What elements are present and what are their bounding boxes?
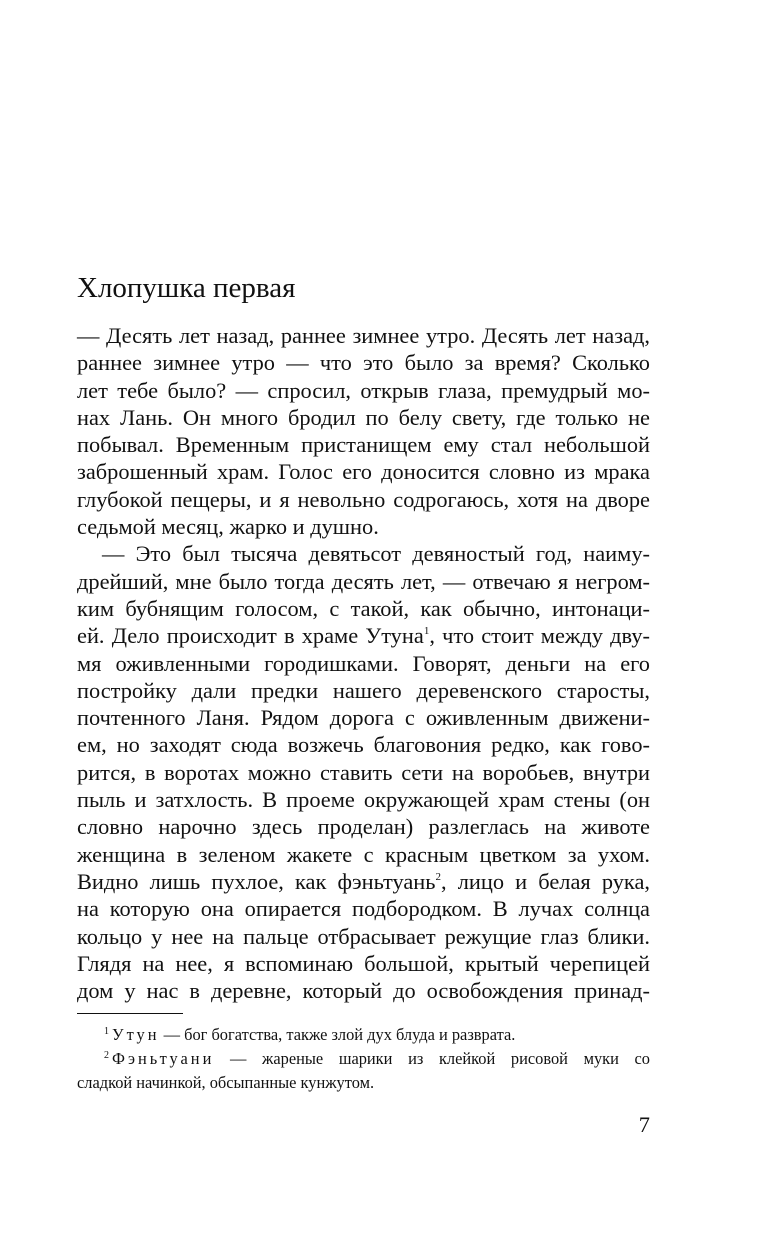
text-line: ким бубнящим голосом, с такой, как обычно, интонаци- (77, 595, 650, 621)
text-line: кольцо у нее на пальце отбрасывает режущие глаз блики. (77, 923, 650, 949)
text-line: заброшенный храм. Голос его доносится словно из мрака (77, 459, 650, 485)
footnote-text: — жареные шарики из клейкой рисовой муки со (214, 1049, 650, 1068)
footnote-text: — бог богатства, также злой дух блуда и разврата. (159, 1025, 516, 1044)
footnote-2 (77, 1047, 650, 1071)
text-line: лет тебе было? — спросил, открыв глаза, премудрый мо- (77, 377, 650, 403)
body-text (77, 322, 650, 1004)
text-line: рится, в воротах можно ставить сети на воробьев, внутри (77, 759, 650, 785)
text-segment: , что стоит между дву- (429, 623, 650, 649)
footnote-term: Утун (112, 1025, 160, 1044)
text-line: седьмой месяц, жарко и душно. (77, 514, 379, 540)
text-line: словно нарочно здесь проделан) разлеглась на животе (77, 814, 650, 840)
footnote-2-continuation: сладкой начинкой, обсыпанные кунжутом. (77, 1073, 375, 1092)
text-line: мя оживленными городишками. Говорят, деньги на его (77, 650, 650, 676)
footnotes (77, 1023, 650, 1095)
footnote-mark: 2 (435, 870, 441, 883)
text-line: на которую она опирается подбородком. В лучах солнца (77, 896, 650, 922)
chapter-title: Хлопушка первая (77, 272, 296, 304)
text-line (77, 622, 650, 649)
text-line: раннее зимнее утро — что это было за время? Сколько (77, 350, 650, 376)
text-line: постройку дали предки нашего деревенского старосты, (77, 677, 650, 703)
text-segment: , лицо и белая рука, (440, 868, 651, 894)
text-line (77, 868, 650, 895)
text-segment: Видно лишь пухлое, как фэньтуань (77, 868, 436, 894)
text-segment: ей. Дело происходит в храме Утуна (77, 623, 424, 649)
footnote-term: Фэньтуани (112, 1049, 215, 1068)
footnote-divider (77, 1013, 183, 1014)
text-line: — Десять лет назад, раннее зимнее утро. Десять лет назад, (77, 323, 650, 348)
text-line: нах Лань. Он много бродил по белу свету, где только не (77, 404, 650, 430)
text-line: Глядя на нее, я вспоминаю большой, крытый черепицей (77, 950, 650, 976)
text-line: женщина в зеленом жакете с красным цветком за ухом. (77, 841, 650, 867)
text-line: почтенного Ланя. Рядом дорога с оживленным движени- (77, 705, 650, 731)
text-line: пыль и затхлость. В проеме окружающей храм стены (он (77, 787, 650, 813)
footnote-mark: 1 (423, 625, 430, 638)
footnote-number: 2 (104, 1050, 109, 1061)
text-line: дом у нас в деревне, который до освобождения принад- (77, 978, 650, 1004)
text-line: побывал. Временным пристанищем ему стал небольшой (77, 432, 650, 458)
footnote-number: 1 (104, 1026, 109, 1037)
text-line: дрейший, мне было тогда десять лет, — отвечаю я негром- (77, 568, 650, 594)
footnote-1 (77, 1023, 650, 1047)
text-line: ем, но заходят сюда возжечь благовония редко, как гово- (77, 732, 650, 758)
text-line: глубокой пещеры, и я невольно содрогаюсь, хотя на дворе (77, 486, 650, 512)
text-line: — Это был тысяча девятьсот девяностый год, наиму- (102, 541, 650, 567)
page-number: 7 (638, 1112, 650, 1137)
